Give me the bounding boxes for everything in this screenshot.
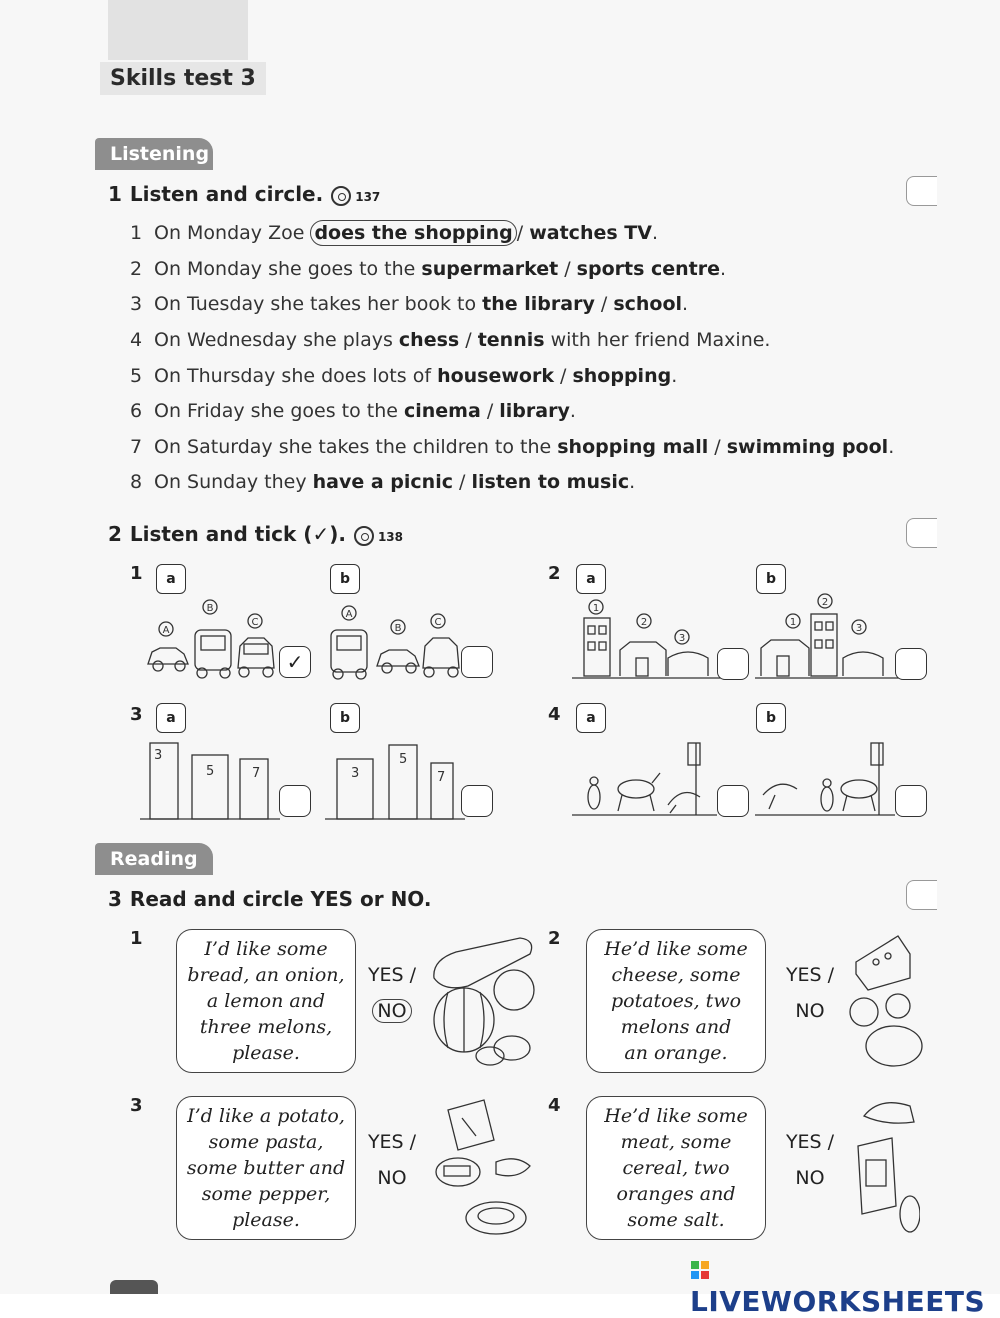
page-footer-tab — [110, 1280, 158, 1294]
q1-item-suffix: . — [888, 436, 895, 458]
bubble-text-line: meat, some — [620, 1131, 732, 1153]
door-number: 5 — [399, 752, 408, 767]
door-number: 7 — [252, 766, 261, 781]
label-B: B — [394, 623, 402, 634]
q1-number: 1 — [108, 182, 122, 206]
q1-option-a[interactable]: does the shopping — [310, 220, 516, 246]
q1-option-b[interactable]: shopping — [572, 365, 672, 387]
doors-picture-b — [325, 735, 465, 821]
q3-item-number: 1 — [130, 928, 143, 949]
q1-score-box[interactable] — [906, 176, 937, 206]
q1-item-prefix: On Wednesday she plays — [154, 329, 399, 351]
q2-item-number: 1 — [130, 563, 143, 584]
label-A: A — [162, 625, 170, 636]
q1-item — [130, 293, 688, 315]
q1-option-b[interactable]: swimming pool — [726, 436, 889, 458]
option-a-label: a — [156, 703, 186, 733]
brand-mark-icon — [690, 1260, 712, 1280]
q3-score-box[interactable] — [906, 880, 937, 910]
bubble-text-line: some butter and — [186, 1157, 346, 1179]
option-b-label: b — [330, 703, 360, 733]
door-number: 5 — [206, 764, 215, 779]
bubble-text-line: some pasta, — [208, 1131, 324, 1153]
no-option[interactable]: NO — [377, 1167, 407, 1189]
q2-instruction: Listen and tick (✓). — [129, 522, 346, 546]
q1-option-a[interactable]: chess — [398, 329, 460, 351]
page-title: Skills test 3 — [100, 62, 266, 95]
option-a-label: a — [576, 564, 606, 594]
q1-item — [130, 222, 658, 244]
yes-option[interactable]: YES / — [785, 964, 835, 986]
q3-heading — [108, 887, 431, 911]
q1-item-number: 2 — [130, 258, 143, 280]
q1-separator: / — [553, 365, 573, 387]
bubble-text-line: an orange. — [624, 1042, 728, 1064]
q1-item-suffix: . — [682, 293, 689, 315]
q3-item-number: 2 — [548, 928, 561, 949]
speech-bubble-3 — [176, 1096, 356, 1240]
section-tab-reading: Reading — [95, 843, 213, 875]
race-picture-a — [572, 735, 717, 821]
option-a-label: a — [576, 703, 606, 733]
bubble-text-line: please. — [232, 1209, 300, 1231]
q1-item-suffix: with her friend Maxine. — [544, 329, 771, 351]
tick-box-2b[interactable] — [895, 648, 927, 680]
buildings-picture-b — [755, 590, 900, 682]
bubble-text-line: potatoes, two — [610, 990, 742, 1012]
buildings-picture-a — [572, 596, 722, 682]
q1-item-number: 5 — [130, 365, 143, 387]
label-1: 1 — [789, 617, 797, 628]
tick-box-4b[interactable] — [895, 785, 927, 817]
label-A: A — [345, 609, 353, 620]
yes-no-choice-3[interactable] — [362, 1124, 422, 1196]
q1-item-number: 3 — [130, 293, 143, 315]
brand-name: LIVEWORKSHEETS — [690, 1285, 986, 1318]
tick-box-3a[interactable] — [279, 785, 311, 817]
q1-item-suffix: . — [720, 258, 727, 280]
door-number: 3 — [351, 766, 360, 781]
q2-score-box[interactable] — [906, 518, 937, 548]
door-number: 7 — [437, 770, 446, 785]
q1-option-a[interactable]: supermarket — [421, 258, 559, 280]
option-b-label: b — [756, 564, 786, 594]
q1-item-suffix: . — [629, 471, 636, 493]
yes-no-choice-1[interactable] — [362, 957, 422, 1029]
q1-separator: / — [558, 258, 577, 280]
q1-item-prefix: On Tuesday she takes her book to — [154, 293, 483, 315]
label-3: 3 — [855, 623, 863, 634]
q1-option-a[interactable]: housework — [437, 365, 554, 387]
label-3: 3 — [678, 633, 686, 644]
label-C: C — [251, 617, 259, 628]
bubble-text-line: please. — [232, 1042, 300, 1064]
race-picture-b — [755, 735, 895, 821]
q1-item — [130, 258, 726, 280]
q1-option-a[interactable]: the library — [482, 293, 595, 315]
bubble-text-line: some salt. — [627, 1209, 725, 1231]
cd-icon — [331, 186, 351, 206]
q1-separator: / — [453, 471, 472, 493]
q1-item-number: 4 — [130, 329, 143, 351]
tick-box-3b[interactable] — [461, 785, 493, 817]
tick-box-1b[interactable] — [461, 646, 493, 678]
q2-number: 2 — [108, 522, 122, 546]
yes-no-choice-2[interactable] — [780, 957, 840, 1029]
bubble-text-line: three melons, — [199, 1016, 333, 1038]
q1-option-b[interactable]: tennis — [477, 329, 545, 351]
q1-heading — [108, 182, 380, 206]
option-b-label: b — [330, 564, 360, 594]
bubble-text-line: He’d like some — [604, 938, 748, 960]
q1-item-number: 1 — [130, 222, 143, 244]
tick-box-4a[interactable] — [717, 785, 749, 817]
tick-box-1a[interactable]: ✓ — [279, 646, 311, 678]
q1-item-prefix: On Saturday she takes the children to the — [154, 436, 558, 458]
food-picture-2 — [848, 930, 924, 1070]
q1-item — [130, 471, 635, 493]
q1-item-prefix: On Sunday they — [154, 471, 313, 493]
food-picture-1 — [428, 930, 540, 1070]
q1-option-a[interactable]: shopping mall — [557, 436, 709, 458]
no-option-circled[interactable]: NO — [372, 999, 411, 1023]
no-option[interactable]: NO — [795, 1000, 825, 1022]
q1-item — [130, 400, 576, 422]
label-1: 1 — [592, 603, 600, 614]
bubble-text-line: I’d like a potato, — [187, 1105, 345, 1127]
bubble-text-line: some pepper, — [201, 1183, 331, 1205]
bubble-text-line: a lemon and — [206, 990, 326, 1012]
bubble-text-line: oranges and — [616, 1183, 736, 1205]
q1-item — [130, 436, 894, 458]
q1-item — [130, 365, 677, 387]
speech-bubble-1 — [176, 929, 356, 1073]
q1-separator: / — [480, 400, 500, 422]
bubble-text-line: melons and — [620, 1016, 732, 1038]
q1-item — [130, 329, 770, 351]
yes-no-choice-4[interactable] — [780, 1124, 840, 1196]
q1-track: 137 — [355, 190, 381, 204]
label-C: C — [434, 617, 442, 628]
speech-bubble-4 — [586, 1096, 766, 1240]
speech-bubble-2 — [586, 929, 766, 1073]
cars-picture-b — [325, 596, 465, 682]
label-B: B — [206, 603, 214, 614]
q2-item-number: 2 — [548, 563, 561, 584]
food-picture-3 — [430, 1096, 536, 1240]
q1-instruction: Listen and circle. — [129, 182, 324, 206]
bubble-text-line: cereal, two — [622, 1157, 730, 1179]
q2-item-number: 3 — [130, 704, 143, 725]
no-option[interactable]: NO — [795, 1167, 825, 1189]
q1-item-number: 7 — [130, 436, 143, 458]
q1-option-a[interactable]: cinema — [403, 400, 481, 422]
q1-item-prefix: On Monday Zoe — [154, 222, 311, 244]
yes-option[interactable]: YES / — [367, 1131, 417, 1153]
q1-item-prefix: On Monday she goes to the — [154, 258, 422, 280]
tick-box-2a[interactable] — [717, 648, 749, 680]
bubble-text-line: bread, an onion, — [187, 964, 345, 986]
page-corner-decoration — [108, 0, 248, 60]
doors-picture-a — [140, 735, 280, 821]
q1-item-prefix: On Thursday she does lots of — [154, 365, 438, 387]
q1-option-b[interactable]: watches TV — [529, 222, 652, 244]
q3-item-number: 4 — [548, 1095, 561, 1116]
q1-separator: / — [459, 329, 478, 351]
brand-logo — [690, 1252, 1000, 1318]
yes-option[interactable]: YES / — [785, 1131, 835, 1153]
q3-number: 3 — [108, 887, 122, 911]
bubble-text-line: cheese, some — [611, 964, 741, 986]
q2-item-number: 4 — [548, 704, 561, 725]
q1-option-b[interactable]: school — [613, 293, 683, 315]
q1-item-number: 8 — [130, 471, 143, 493]
q1-item-suffix: . — [671, 365, 678, 387]
yes-option[interactable]: YES / — [367, 964, 417, 986]
q2-track: 138 — [377, 530, 403, 544]
q2-heading — [108, 522, 403, 546]
cd-icon — [354, 526, 374, 546]
q1-item-number: 6 — [130, 400, 143, 422]
label-2: 2 — [640, 617, 648, 628]
door-number: 3 — [154, 748, 163, 763]
bubble-text-line: He’d like some — [604, 1105, 748, 1127]
option-a-label: a — [156, 564, 186, 594]
q3-item-number: 3 — [130, 1095, 143, 1116]
q1-separator: / — [594, 293, 614, 315]
q1-separator: / — [516, 222, 530, 244]
option-b-label: b — [756, 703, 786, 733]
q1-option-a[interactable]: have a picnic — [312, 471, 453, 493]
q1-item-suffix: . — [651, 222, 658, 244]
q1-item-prefix: On Friday she goes to the — [154, 400, 404, 422]
section-tab-listening: Listening — [95, 138, 213, 170]
label-2: 2 — [821, 597, 829, 608]
q1-option-b[interactable]: library — [499, 400, 570, 422]
q3-instruction: Read and circle YES or NO. — [129, 887, 432, 911]
bubble-text-line: I’d like some — [204, 938, 328, 960]
food-picture-4 — [850, 1096, 920, 1240]
q1-separator: / — [708, 436, 727, 458]
q1-item-suffix: . — [569, 400, 576, 422]
q1-option-b[interactable]: sports centre — [576, 258, 721, 280]
q1-option-b[interactable]: listen to music — [471, 471, 630, 493]
